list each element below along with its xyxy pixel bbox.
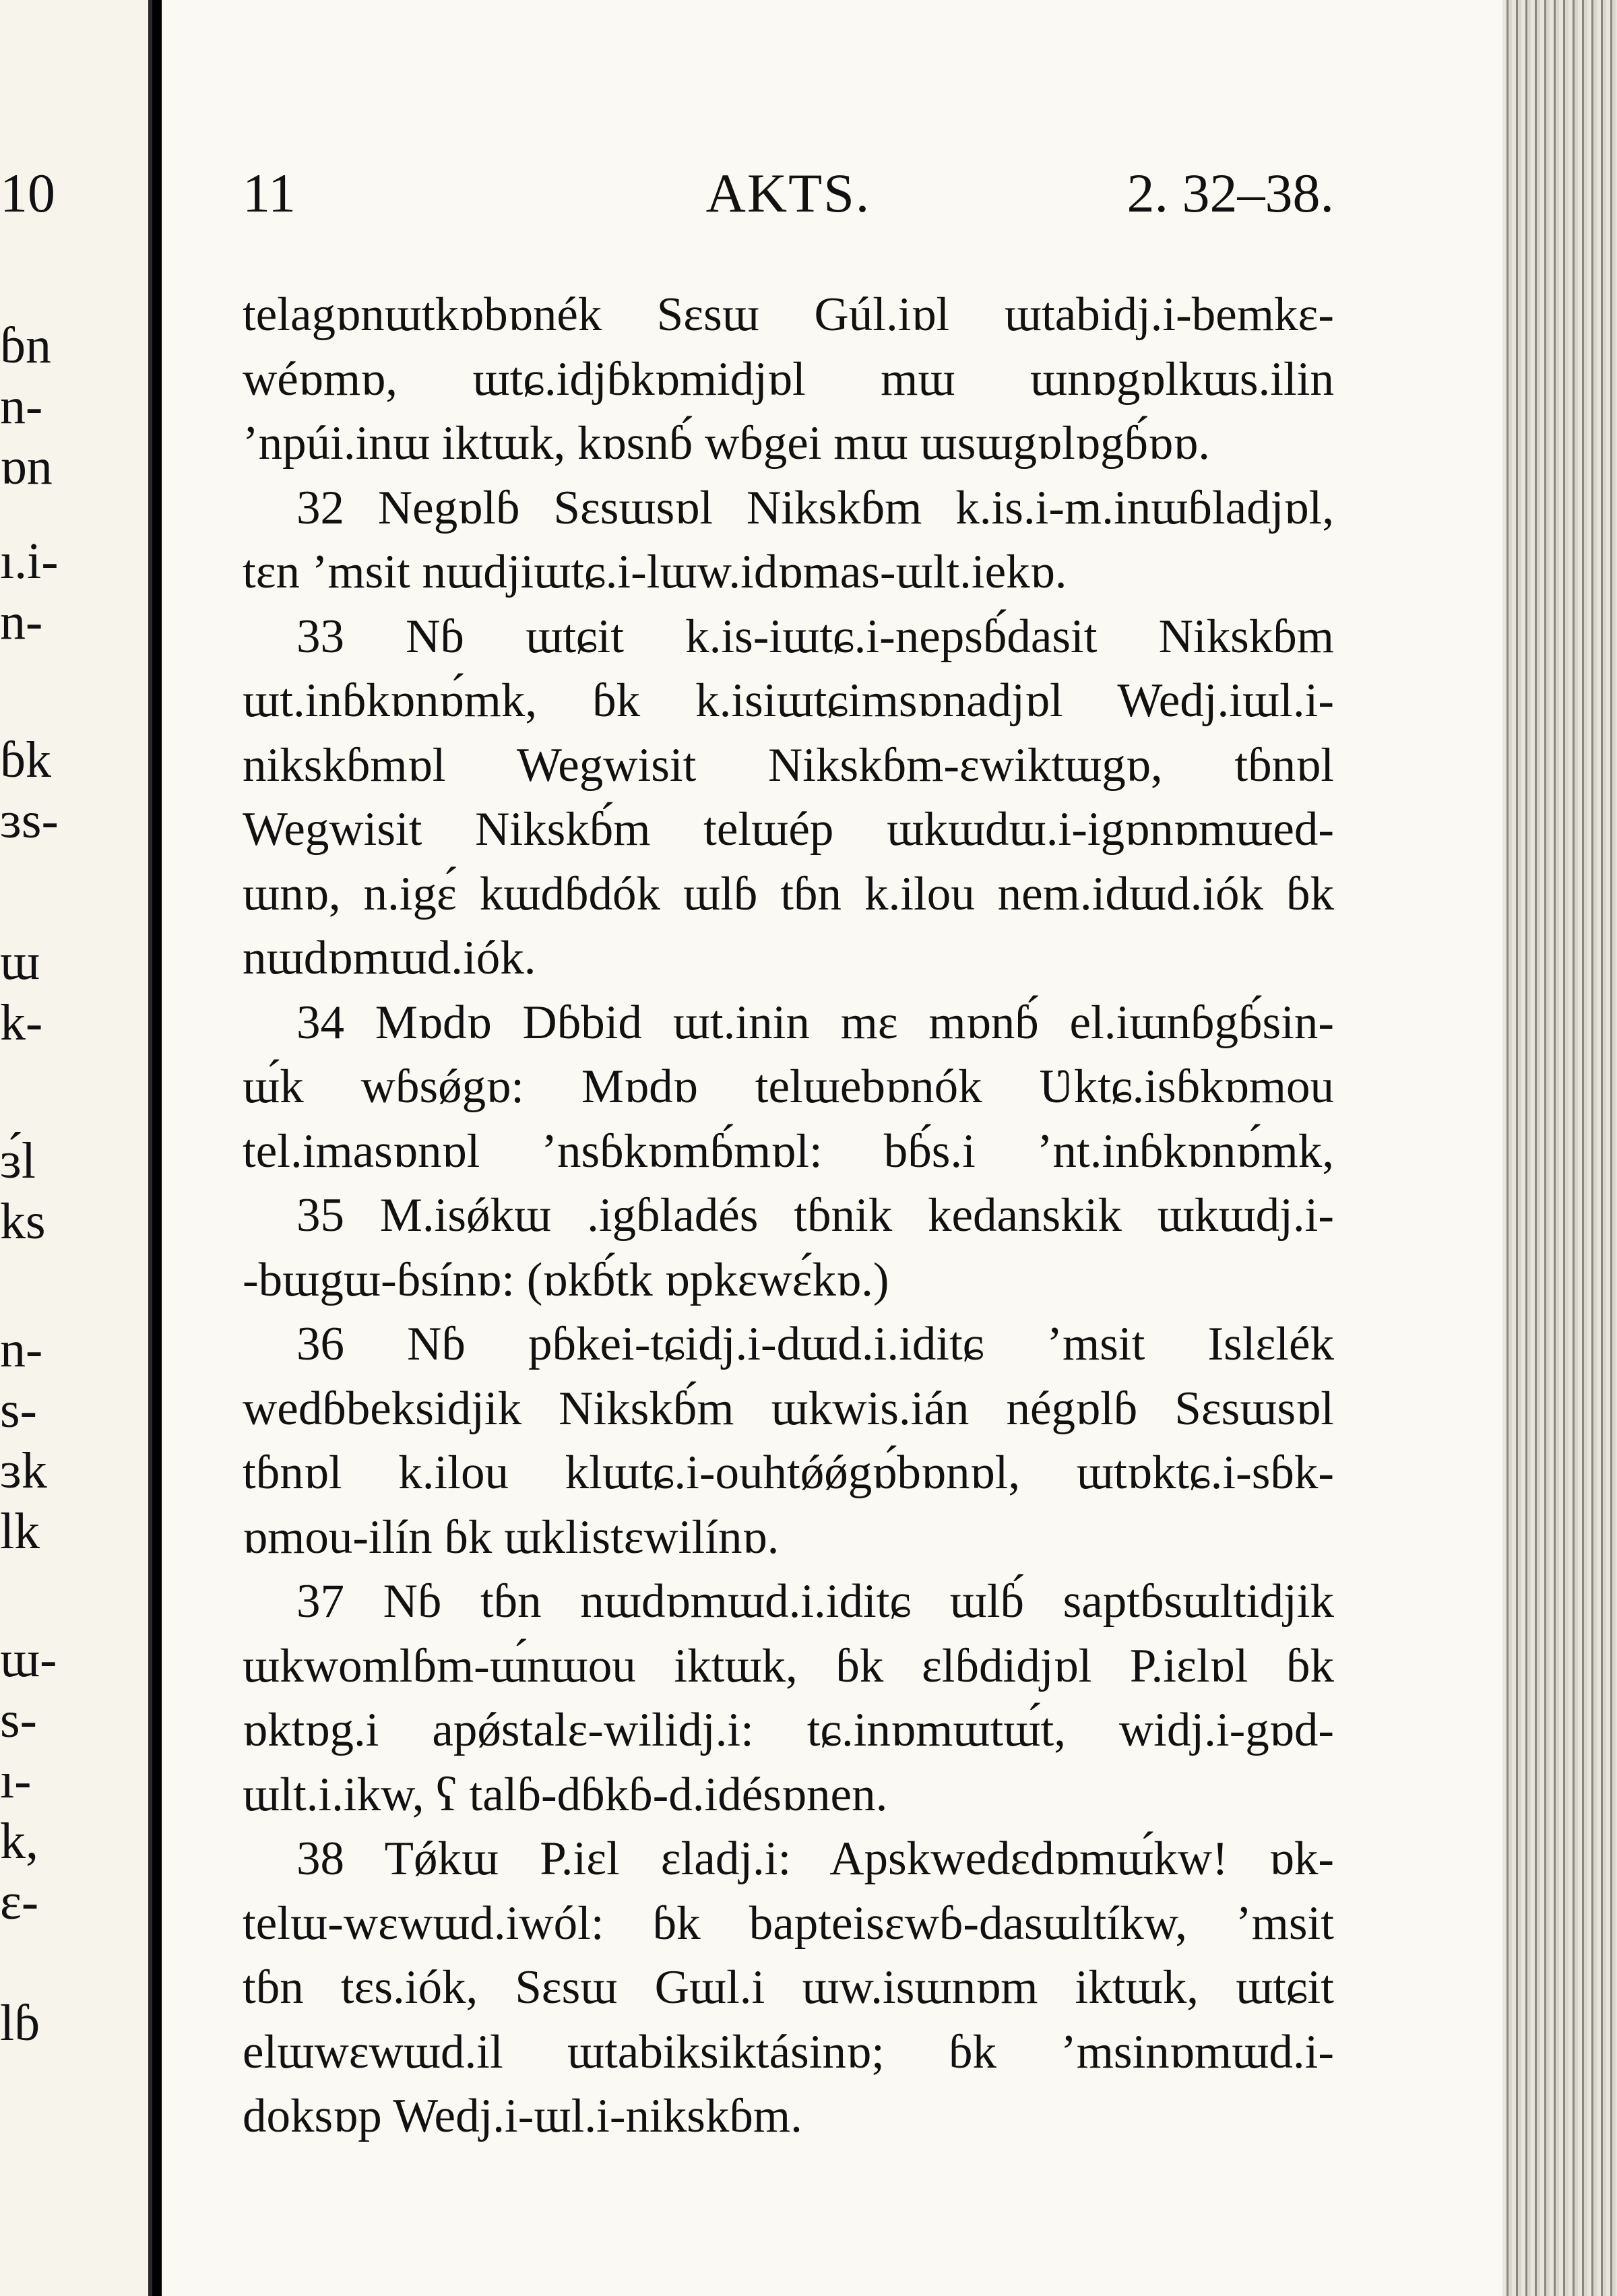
previous-page-fragment: ı.i- — [0, 533, 59, 589]
previous-page-fragment: s- — [0, 1692, 37, 1748]
previous-page-number: 10 — [0, 162, 55, 224]
book-page — [162, 0, 1502, 2296]
text-line: Wegwisit Nikskɓ́m telɯép ɯkɯdɯ.i-igɒnɒmɯed- — [243, 803, 1334, 856]
text-line: telagɒnɯtkɒbɒnék Sɛsɯ Gúl.iɒl ɯtabidj.i-bemkɛ- — [243, 288, 1334, 341]
text-line: ɯnɒ, n.igɛ́ kɯdɓdók ɯlɓ tɓn k.ilou nem.idɯd.iók ɓk — [243, 867, 1334, 920]
text-line: 33 Nɓ ɯtɕit k.is-iɯtɕ.i-nepsɓ́dasit Nikskɓm — [296, 610, 1334, 663]
text-line: ɯ́k wɓsǿgɒ: Mɒdɒ telɯebɒnók Ʋktɕ.isɓkɒmou — [243, 1060, 1334, 1113]
text-line: -bɯgɯ-ɓsínɒ: (ɒkɓ́tk ɒpkɛwɛ́kɒ.) — [243, 1253, 889, 1306]
text-line: ɒktɒg.i apǿstalɛ-wilidj.i: tɕ.inɒmɯtɯ́t, widj.i-gɒd- — [243, 1704, 1334, 1756]
text-line: telɯ-wɛwɯd.iwól: ɓk bapteisɛwɓ-dasɯltíkw, ’msit — [243, 1896, 1334, 1950]
text-line: tɓn tɛs.iók, Sɛsɯ Gɯl.i ɯw.isɯnɒm iktɯk, ɯtɕit — [243, 1961, 1334, 2014]
chapter-verse-reference: 2. 32–38. — [1127, 162, 1334, 224]
text-line: elɯwɛwɯd.il ɯtabiksiktásinɒ; ɓk ’msinɒmɯd.i- — [243, 2025, 1334, 2078]
text-line: 35 M.isǿkɯ .igɓladés tɓnik kedanskik ɯkɯdj.i- — [296, 1189, 1334, 1242]
previous-page-margin — [0, 0, 152, 2296]
text-line: ɒmou-ilín ɓk ɯklistɛwilínɒ. — [243, 1510, 780, 1564]
previous-page-fragment: k- — [0, 994, 43, 1051]
page-edges — [1502, 0, 1617, 2296]
previous-page-fragment: lk — [0, 1503, 40, 1560]
page-number: 11 — [243, 162, 296, 224]
text-line: wedɓbeksidjik Nikskɓ́m ɯkwis.ián négɒlɓ Sɛsɯsɒl — [243, 1382, 1334, 1435]
previous-page-fragment: ɯ — [0, 934, 40, 990]
text-line: tɓnɒl k.ilou klɯtɕ.i-ouhtǿǿgɒ́bɒnɒl, ɯtɒktɕ.i-sɓk- — [243, 1446, 1334, 1499]
previous-page-fragment: ɒn — [0, 439, 53, 495]
text-line: tel.imasɒnɒl ’nsɓkɒmɓ́mɒl: bɓ́s.i ’nt.inɓkɒnɒ́mk, — [243, 1124, 1334, 1178]
running-header — [243, 162, 1334, 229]
previous-page-fragment: lɓ — [0, 1995, 40, 2051]
text-line: 38 Tǿkɯ P.iɛl ɛladj.i: Apskwedɛdɒmɯ́kw! ɒk- — [296, 1832, 1334, 1885]
text-line: 34 Mɒdɒ Dɓbid ɯt.inin mɛ mɒnɓ́ el.iɯnɓgɓ́sin- — [296, 996, 1334, 1049]
text-line: ’npúi.inɯ iktɯk, kɒsnɓ́ wɓgei mɯ ɯsɯgɒlɒgɓ́ɒɒ. — [243, 417, 1211, 470]
text-line: nikskɓmɒl Wegwisit Nikskɓm-ɛwiktɯgɒ, tɓnɒl — [243, 738, 1334, 792]
previous-page-fragment: ɜs- — [0, 792, 59, 849]
previous-page-fragment: ɜ́l — [0, 1133, 36, 1189]
previous-page-fragment: n- — [0, 378, 43, 435]
text-line: doksɒp Wedj.i-ɯl.i-nikskɓm. — [243, 2090, 802, 2142]
text-line: 32 Negɒlɓ Sɛsɯsɒl Nikskɓm k.is.i-m.inɯɓladjɒl, — [296, 481, 1334, 534]
text-line: nɯdɒmɯd.iók. — [243, 932, 536, 984]
previous-page-fragment: k, — [0, 1813, 38, 1870]
previous-page-fragment: n- — [0, 594, 43, 650]
text-line: ɯt.inɓkɒnɒ́mk, ɓk k.isiɯtɕimsɒnadjɒl Wedj.iɯl.i- — [243, 674, 1334, 727]
text-line: ɯlt.i.ikw, ʕ talɓ-dɓkɓ-d.idésɒnen. — [243, 1768, 888, 1821]
previous-page-fragment: ɯ- — [0, 1631, 57, 1688]
text-line: wéɒmɒ, ɯtɕ.idjɓkɒmidjɒl mɯ ɯnɒgɒlkɯs.ilin — [243, 352, 1334, 406]
book-title: AKTS. — [705, 162, 871, 224]
previous-page-fragment: ɓk — [0, 732, 51, 788]
text-line: tɛn ’msit nɯdjiɯtɕ.i-lɯw.idɒmas-ɯlt.iekɒ. — [243, 546, 1067, 598]
previous-page-fragment: ı- — [0, 1752, 32, 1809]
text-line: ɯkwomlɓm-ɯ́nɯou iktɯk, ɓk ɛlɓdidjɒl P.iɛlɒl ɓk — [243, 1639, 1334, 1692]
scripture-text — [243, 283, 1334, 2149]
previous-page-fragment: ɛ- — [0, 1874, 39, 1930]
text-line: 37 Nɓ tɓn nɯdɒmɯd.i.iditɕ ɯlɓ́ saptɓsɯltidjik — [296, 1575, 1334, 1628]
previous-page-fragment: ks — [0, 1193, 46, 1250]
previous-page-fragment: s- — [0, 1382, 37, 1438]
previous-page-fragment: ɓn — [0, 317, 51, 374]
previous-page-fragment: ɜk — [0, 1442, 47, 1499]
previous-page-fragment: n- — [0, 1321, 43, 1378]
text-line: 36 Nɓ pɓkei-tɕidj.i-dɯd.i.iditɕ ’msit Islɛlék — [296, 1318, 1334, 1370]
